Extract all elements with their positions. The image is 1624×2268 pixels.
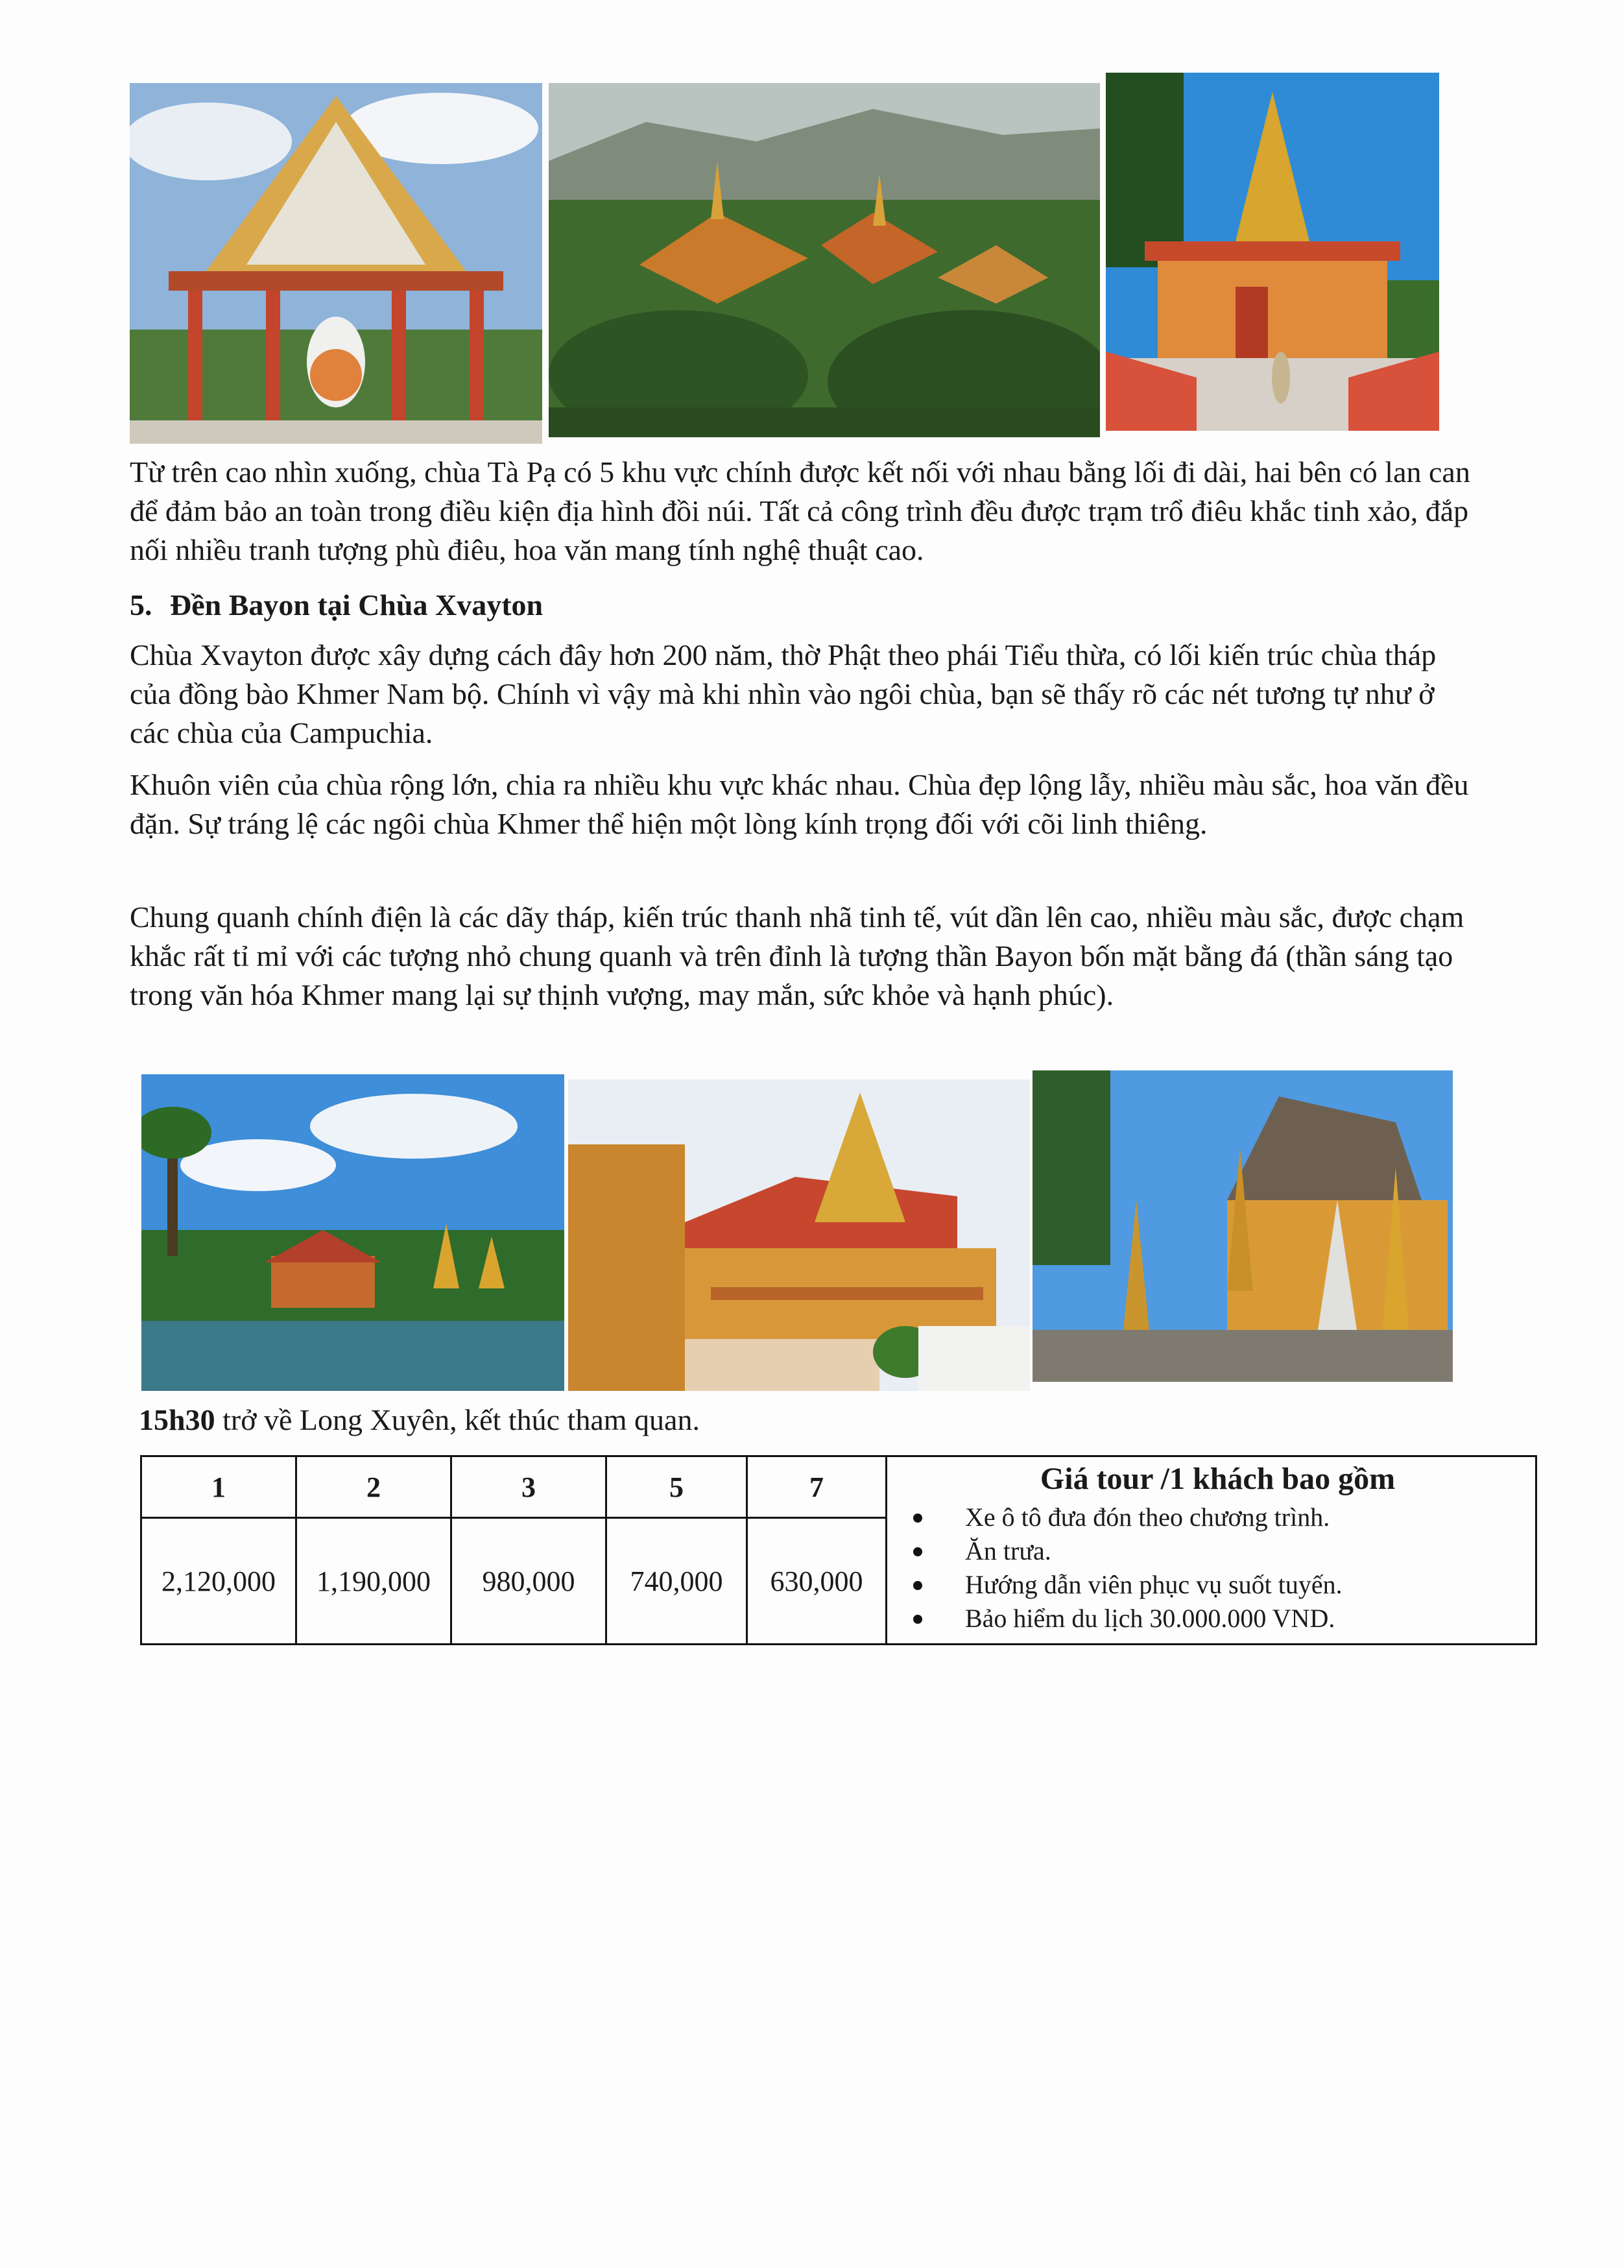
- list-item: Hướng dẫn viên phục vụ suốt tuyến.: [913, 1568, 1522, 1602]
- section-paragraph-2: Khuôn viên của chùa rộng lớn, chia ra nhiều khu vực khác nhau. Chùa đẹp lộng lẫy, nhiều màu sắc, hoa văn đều đặn. Sự tráng lệ các ngôi chùa Khmer thể hiện một lòng kính trọng đối với cõi linh thiêng.: [130, 768, 1469, 840]
- table-header-row: [141, 1456, 1536, 1518]
- price-cell: 2,120,000: [141, 1518, 296, 1645]
- section-paragraph-3: Chung quanh chính điện là các dãy tháp, kiến trúc thanh nhã tinh tế, vút dần lên cao, nhiều màu sắc, được chạm khắc rất tỉ mỉ với các tượng nhỏ chung quanh và trên đỉnh là tượng thần Bayon bốn mặt bằng đá (thần sáng tạo trong văn hóa Khmer mang lại sự thịnh vượng, may mắn, sức khỏe và hạnh phúc).: [130, 900, 1464, 1011]
- group-size-header: 3: [451, 1456, 606, 1518]
- section-title: Đền Bayon tại Chùa Xvayton: [170, 588, 543, 621]
- price-cell: 980,000: [451, 1518, 606, 1645]
- price-cell: 630,000: [747, 1518, 887, 1645]
- section-number: 5.: [130, 588, 152, 621]
- includes-list: [913, 1501, 1522, 1635]
- temple-pavilion-photo: [130, 83, 542, 444]
- temple-facade-photo: [568, 1080, 1030, 1391]
- section-paragraph-1: Chùa Xvayton được xây dựng cách đây hơn 200 năm, thờ Phật theo phái Tiểu thừa, có lối kiến trúc chùa tháp của đồng bào Khmer Nam bộ. Chính vì vậy mà khi nhìn vào ngôi chùa, bạn sẽ thấy rõ các nét tương tự như ở các chùa của Campuchia.: [130, 638, 1437, 749]
- temple-golden-tower-photo: [1106, 73, 1439, 431]
- return-line: [139, 1403, 700, 1437]
- group-size-header: 5: [606, 1456, 747, 1518]
- temple-aerial-photo: [549, 83, 1100, 437]
- group-size-header: 7: [747, 1456, 887, 1518]
- includes-title: Giá tour /1 khách bao gồm: [1040, 1462, 1396, 1496]
- price-cell: 740,000: [606, 1518, 747, 1645]
- return-time: 15h30: [139, 1403, 215, 1436]
- temple-lake-photo: [141, 1074, 564, 1391]
- group-size-header: 1: [141, 1456, 296, 1518]
- price-table: [140, 1455, 1537, 1645]
- group-size-header: 2: [296, 1456, 451, 1518]
- section-heading: [130, 588, 543, 622]
- list-item: Ăn trưa.: [913, 1534, 1522, 1568]
- intro-paragraph: Từ trên cao nhìn xuống, chùa Tà Pạ có 5 khu vực chính được kết nối với nhau bằng lối đi dài, hai bên có lan can để đảm bảo an toàn trong điều kiện địa hình đồi núi. Tất cả công trình đều được trạm trổ điêu khắc tinh xảo, đắp nối nhiều tranh tượng phù điêu, hoa văn mang tính nghệ thuật cao.: [130, 455, 1470, 566]
- includes-cell: [887, 1456, 1536, 1645]
- list-item: Xe ô tô đưa đón theo chương trình.: [913, 1501, 1522, 1534]
- temple-stupas-photo: [1033, 1070, 1453, 1382]
- return-text: trở về Long Xuyên, kết thúc tham quan.: [215, 1403, 700, 1436]
- price-cell: 1,190,000: [296, 1518, 451, 1645]
- list-item: Bảo hiểm du lịch 30.000.000 VND.: [913, 1602, 1522, 1635]
